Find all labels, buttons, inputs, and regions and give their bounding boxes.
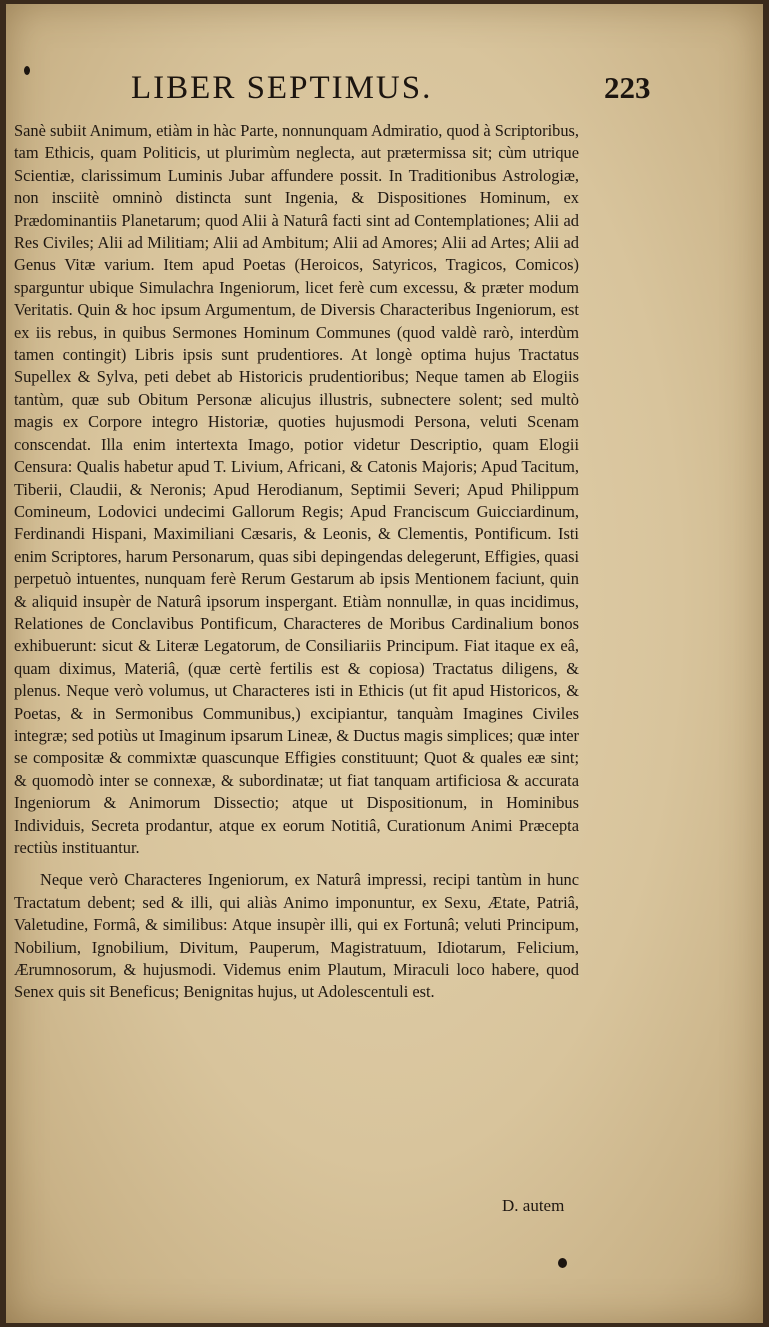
page-number: 223 xyxy=(604,70,651,105)
paragraph: Sanè subiit Animum, etiàm in hàc Parte, nonnunquam Admiratio, quod à Scriptoribus, tam Ethicis, quam Politicis, ut plurimùm neglecta, aut prætermissa sit; cùm utrique Scientiæ, clarissimum Luminis Jubar affundere possit. In Traditionibus Astrologiæ, non insciitè omninò distincta sunt Ingenia, & Dispositiones Hominum, ex Prædominantiis Planetarum; quod Alii à Naturâ facti sint ad Contemplationes; Alii ad Res Civiles; Alii ad Militiam; Alii ad Ambitum; Alii ad Amores; Alii ad Artes; Alii ad Genus Vitæ varium. Item apud Poetas (Heroicos, Satyricos, Tragicos, Comicos) sparguntur ubique Simulachra Ingeniorum, licet ferè cum excessu, & præter modum Veritatis. Quin & hoc ipsum Argumentum, de Diversis Characteribus Ingeniorum, est ex iis rebus, in quibus Sermones Hominum Communes (quod valdè rarò, interdùm tamen contingit) Libris ipsis sunt prudentiores. At longè optima hujus Tractatus Supellex & Sylva, peti debet ab Historicis prudentioribus; Neque tamen ab Elogiis tantùm, quæ sub Obitum Personæ alicujus illustris, subnectere solent; sed multò magis ex Corpore integro Historiæ, quoties hujusmodi Persona, veluti Scenam conscendat. Illa enim intertexta Imago, potior videtur Descriptio, quam Elogii Censura: Qualis habetur apud T. Livium, Africani, & Catonis Majoris; Apud Tacitum, Tiberii, Claudii, & Neronis; Apud Herodianum, Septimii Severi; Apud Philippum Comineum, Lodovici undecimi Gallorum Regis; Apud Franciscum Guicciardinum, Ferdinandi Hispani, Maximiliani Cæsaris, & Leonis, & Clementis, Pontificum. Isti enim Scriptores, harum Personarum, quas sibi depingendas delegerunt, Effigies, quasi perpetuò intuentes, nunquam ferè Rerum Gestarum ab ipsis Mentionem faciunt, quin & aliquid insupèr de Naturâ ipsorum inspergant. Etiàm nonnullæ, in quas incidimus, Relationes de Conclavibus Pontificum, Characteres de Moribus Cardinalium bonos exhibuerunt: sicut & Literæ Legatorum, de Consiliariis Principum. Fiat itaque ex eâ, quam diximus, Materiâ, (quæ certè fertilis est & copiosa) Tractatus diligens, & plenus. Neque verò volumus, ut Characteres isti in Ethicis (ut fit apud Historicos, & Poetas, & in Sermonibus Communibus,) excipiantur, tanquàm Imagines Civiles integræ; sed potiùs ut Imaginum ipsarum Lineæ, & Ductus magis simplices; quæ inter se compositæ & commixtæ quascunque Effigies constituunt; Quot & quales eæ sint; & quomodò inter se connexæ, & subordinatæ; ut fiat tanquam artificiosa & accurata Ingeniorum & Animorum Dissectio; atque ut Dispositionum, in Hominibus Individuis, Secreta prodantur, atque ex eorum Notitiâ, Curationum Animi Præcepta rectiùs instituantur. xyxy=(14,121,579,857)
body-text xyxy=(14,120,579,1004)
book-page xyxy=(6,4,763,1323)
page-header xyxy=(6,70,763,114)
paragraph: Neque verò Characteres Ingeniorum, ex Naturâ impressi, recipi tantùm in hunc Tractatum debent; sed & illi, qui aliàs Animo imponuntur, ex Sexu, Ætate, Patriâ, Valetudine, Formâ, & similibus: Atque insupèr illi, qui ex Fortunâ; veluti Principum, Nobilium, Ignobilium, Divitum, Pauperum, Magistratuum, Idiotarum, Felicium, Ærumnosorum, & hujusmodi. Videmus enim Plautum, Miraculi loco habere, quod Senex quis sit Beneficus; Benignitas hujus, ut Adolescentuli est. xyxy=(14,870,579,1002)
catchword: D. autem xyxy=(502,1196,565,1215)
ink-spot xyxy=(558,1258,567,1268)
running-head: LIBER SEPTIMUS. xyxy=(131,70,433,106)
